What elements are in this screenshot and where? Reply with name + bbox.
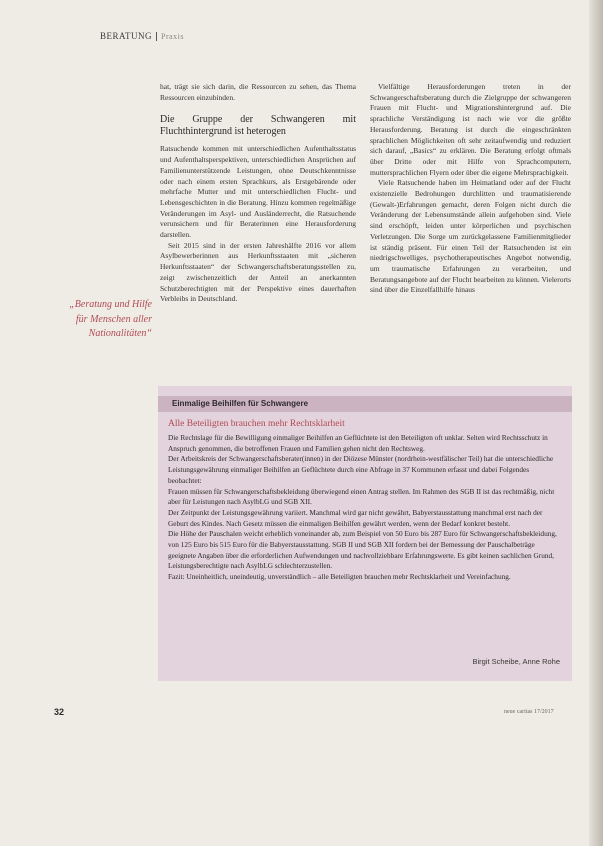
section-label: BERATUNG	[100, 31, 153, 41]
left-text-column	[160, 82, 356, 305]
subsection-label: Praxis	[161, 32, 185, 41]
section-heading: Die Gruppe der Schwangeren mit Fluchthintergrund ist heterogen	[160, 114, 356, 138]
info-box-paragraph: Der Zeitpunkt der Leistungsgewährung variiert. Manchmal wird gar nicht gewährt, Babyerstausstattung manchmal erst nach der Geburt des Kindes. Nach Gesetz müssen die einmaligen Beihilfen gewährt werden, wenn der Bedarf konkret besteht.	[168, 507, 543, 528]
body-paragraph: Seit 2015 sind in der ersten Jahreshälfte 2016 vor allem Asylbewerberinnen aus Herkunftsstaaten mit „sicheren Herkunftsstaaten“ der Schwangerschaftsberatungsstellen zu, zeigt zwischenzeitlich der Anteil an anerkannten Schutzberechtigten mit der Perspektive eines dauerhaften Verbleibs in Deutschland.	[160, 240, 356, 304]
info-box-paragraph: Der Arbeitskreis der Schwangerschaftsberater(innen) in der Diözese Münster (nordrhein-westfälischer Teil) hat die unterschiedliche Leistungsgewährung einmaliger Beihilfen an Geflüchtete durch eine Abfrage in 37 Kommunen erfasst und dabei Folgendes beobachtet:	[168, 454, 554, 485]
info-box-header-label: Einmalige Beihilfen für Schwangere	[172, 399, 309, 408]
header-divider	[156, 32, 157, 41]
publication-source: neue caritas 17/2017	[504, 709, 554, 715]
body-paragraph: Vielfältige Herausforderungen treten in der Schwangerschaftsberatung durch die Zielgruppe der schwangeren Frauen mit Flucht- und Migrationshintergrund auf. Die sprachliche Verständigung ist nach wie vor die größte Herausforderung. Beratung ist durch die eingeschränkten sprachlichen Möglichkeiten oft sehr zeitaufwendig und reduziert sich darauf, „Basics“ zu erklären. Die Beratung erfolgt oftmals über Dritte oder mit Hilfe von Sprachcomputern, muttersprachlichen Flyern oder über die eigene Mehrsprachigkeit.	[370, 82, 571, 177]
intro-paragraph: hat, trägt sie sich darin, die Ressourcen zu sehen, das Thema Ressourcen einzubinden.	[160, 82, 356, 102]
info-box-paragraph: Die Rechtslage für die Bewilligung einmaliger Beihilfen an Geflüchtete ist den Beteiligten oft unklar. Selten wird Rechtsschutz in Anspruch genommen, die betroffenen Frauen und Familien gehen nicht den Rechtsweg.	[168, 433, 548, 453]
running-header	[100, 31, 184, 41]
info-box-paragraph: Fazit: Uneinheitlich, uneindeutig, unverständlich – alle Beteiligten brauchen mehr Rechtsklarheit und Vereinfachung.	[168, 572, 511, 582]
info-box-body	[168, 433, 564, 583]
body-paragraph: Viele Ratsuchende haben im Heimatland oder auf der Flucht existenzielle Bedrohungen durchlitten und traumatisierende (Gewalt-)Erfahrungen gemacht, deren Folgen nicht durch die Veränderung der Lebensumstände allein aufgehoben sind. Viele sind erschöpft, leiden unter körperlichen und psychischen Verletzungen. Die Sorge um zurückgelassene Familienmitglieder ist ständig präsent. Für einen Teil der Ratsuchenden ist ein niedrigschwelliges, psychotherapeutisches Angebot notwendig, um traumatische Erfahrungen zu verarbeiten, und Beratungsangebote auf der Flucht bearbeiten zu können. Vielerorts sind über die Einzelfallhilfe hinaus	[370, 178, 571, 295]
page-number: 32	[54, 707, 65, 717]
info-box-paragraph: Frauen müssen für Schwangerschaftsbekleidung überwiegend einen Antrag stellen. Im Rahmen des SGB II ist das rechtmäßig, nicht aber für Leistungen nach AsylbLG und SGB XII.	[168, 486, 555, 507]
info-box	[158, 386, 572, 681]
info-box-title: Alle Beteiligten brauchen mehr Rechtsklarheit	[168, 419, 345, 429]
pull-quote: „Beratung und Hilfe für Menschen aller Nationalitäten“	[69, 299, 152, 339]
info-box-header	[158, 396, 572, 412]
info-box-signature: Birgit Scheibe, Anne Rohe	[472, 657, 560, 666]
body-paragraph: Ratsuchende kommen mit unterschiedlichen Aufenthaltsstatus und Aufenthaltsperspektiven, unterschiedlichen Ansprüchen auf Familienunterstützende Leistungen, ohne Deutschkenntnisse oder nach einem ersten Sprachkurs, als Erstgebärende oder mehrfache Mutter und mit unterschiedlichen Flucht- und Lebensgeschichten in die Beratung. Hinzu kommen regelmäßige Veränderungen im Asyl- und Ausländerrecht, die Ratsuchende verunsichern und für Beraterinnen eine Herausforderung darstellen.	[160, 144, 356, 240]
right-text-column	[370, 82, 571, 296]
page-edge-shadow	[589, 0, 603, 846]
info-box-paragraph: Die Höhe der Pauschalen weicht erheblich voneinander ab, zum Beispiel von 50 Euro bis 287 Euro für Schwangerschaftsbekleidung, von 125 Euro bis 515 Euro für die Babyerstausstattung. SGB II und SGB XII fordern bei der Bemessung der Pauschalbeträge geeignete Angaben über die erforderlichen Aufwendungen und nachvollziehbare Erfahrungswerte. Es gibt keinen sachlichen Grund, Leistungsberechtigte nach AsylbLG schlechterzustellen.	[168, 529, 557, 571]
